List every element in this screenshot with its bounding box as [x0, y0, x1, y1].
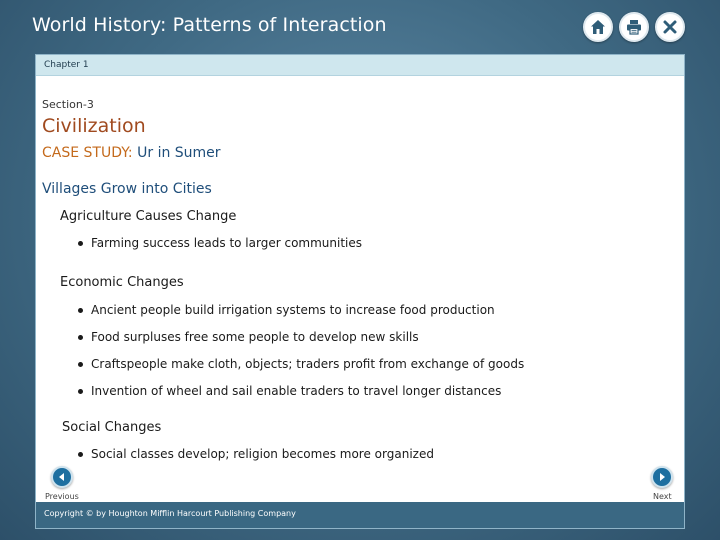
app-title: World History: Patterns of Interaction: [32, 14, 387, 36]
bullet-icon: [78, 362, 83, 367]
bullet-icon: [78, 452, 83, 457]
case-study-title: Ur in Sumer: [137, 145, 221, 161]
toolbar: [583, 12, 685, 42]
list-item: [78, 357, 524, 371]
bullet-icon: [78, 335, 83, 340]
next-button[interactable]: [651, 466, 673, 488]
bullet-icon: [78, 389, 83, 394]
main-heading: Villages Grow into Cities: [42, 181, 212, 197]
list-item: [78, 384, 501, 398]
case-study-prefix: CASE STUDY:: [42, 145, 133, 161]
previous-button[interactable]: [51, 466, 73, 488]
chapter-bar: [36, 55, 684, 76]
list-item: [78, 447, 434, 461]
print-icon: [625, 18, 643, 36]
arrow-left-icon: [57, 472, 67, 482]
copyright-text: Copyright © by Houghton Mifflin Harcourt Publishing Company: [44, 509, 296, 518]
close-icon: [661, 18, 679, 36]
arrow-right-icon: [657, 472, 667, 482]
home-button[interactable]: [583, 12, 613, 42]
list-item: [78, 236, 362, 250]
print-button[interactable]: [619, 12, 649, 42]
list-item: [78, 303, 495, 317]
list-item-text: Ancient people build irrigation systems to increase food production: [91, 303, 495, 317]
close-button[interactable]: [655, 12, 685, 42]
chapter-label: Chapter 1: [44, 60, 89, 70]
list-item-text: Invention of wheel and sail enable traders to travel longer distances: [91, 384, 502, 398]
previous-label[interactable]: Previous: [45, 492, 79, 501]
home-icon: [589, 18, 607, 36]
slide-panel: [35, 54, 685, 529]
subsection-heading-economic: Economic Changes: [60, 275, 184, 290]
list-item: [78, 330, 419, 344]
section-label: Section-3: [42, 98, 94, 111]
subsection-heading-agriculture: Agriculture Causes Change: [60, 209, 237, 224]
case-study-heading: [42, 145, 221, 161]
subsection-heading-social: Social Changes: [62, 420, 162, 435]
footer-bar: [36, 502, 684, 528]
next-label[interactable]: Next: [653, 492, 672, 501]
page-title: Civilization: [42, 115, 146, 137]
bullet-icon: [78, 241, 83, 246]
bullet-icon: [78, 308, 83, 313]
list-item-text: Food surpluses free some people to develop new skills: [91, 330, 419, 344]
list-item-text: Craftspeople make cloth, objects; traders profit from exchange of goods: [91, 357, 525, 371]
list-item-text: Farming success leads to larger communities: [91, 236, 363, 250]
list-item-text: Social classes develop; religion becomes more organized: [91, 447, 434, 461]
